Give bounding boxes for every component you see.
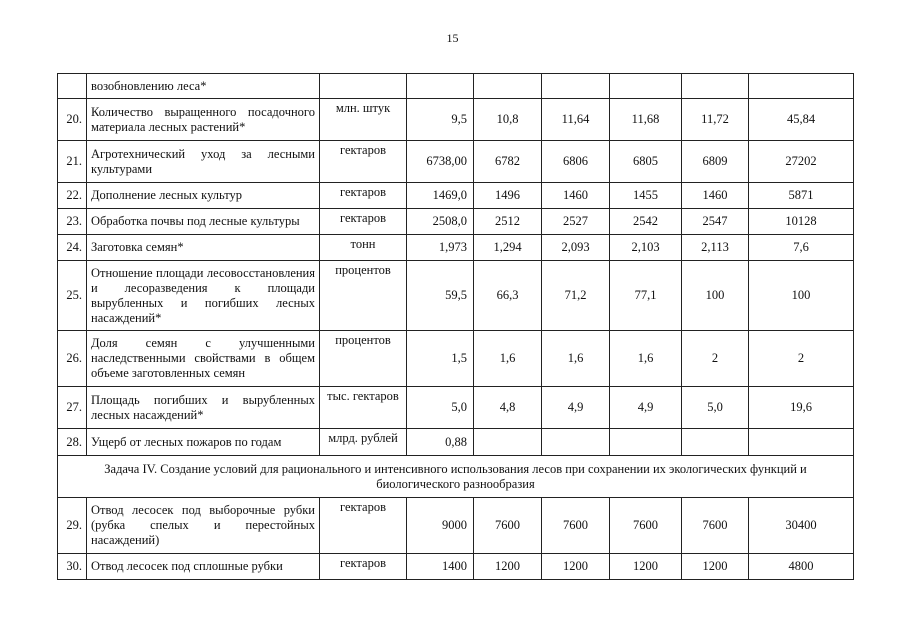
value-cell: 1,6 bbox=[542, 331, 610, 387]
table-row bbox=[58, 235, 854, 261]
value-cell: 11,72 bbox=[682, 99, 749, 141]
value-cell: 1460 bbox=[682, 183, 749, 209]
value-cell: 2547 bbox=[682, 209, 749, 235]
value-cell: 0,88 bbox=[407, 429, 474, 456]
value-cell: 2 bbox=[682, 331, 749, 387]
value-cell: 1,294 bbox=[474, 235, 542, 261]
indicator-name: Дополнение лесных культур bbox=[87, 183, 320, 209]
value-cell: 11,64 bbox=[542, 99, 610, 141]
table-row bbox=[58, 141, 854, 183]
value-cell: 6809 bbox=[682, 141, 749, 183]
value-cell: 2,113 bbox=[682, 235, 749, 261]
indicator-name: Обработка почвы под лесные культуры bbox=[87, 209, 320, 235]
indicator-name: Отвод лесосек под сплошные рубки bbox=[87, 554, 320, 580]
value-cell bbox=[749, 429, 854, 456]
value-cell: 2508,0 bbox=[407, 209, 474, 235]
value-cell: 2527 bbox=[542, 209, 610, 235]
value-cell: 6738,00 bbox=[407, 141, 474, 183]
value-cell: 10,8 bbox=[474, 99, 542, 141]
unit-cell: процентов bbox=[320, 331, 407, 387]
unit-cell: тыс. гектаров bbox=[320, 387, 407, 429]
value-cell: 4,8 bbox=[474, 387, 542, 429]
value-cell: 7600 bbox=[542, 498, 610, 554]
row-number: 23. bbox=[58, 209, 87, 235]
value-cell bbox=[610, 429, 682, 456]
table-row bbox=[58, 99, 854, 141]
value-cell: 1,5 bbox=[407, 331, 474, 387]
value-cell bbox=[407, 74, 474, 99]
row-number: 22. bbox=[58, 183, 87, 209]
value-cell bbox=[682, 74, 749, 99]
value-cell: 19,6 bbox=[749, 387, 854, 429]
table-row bbox=[58, 209, 854, 235]
value-cell: 7600 bbox=[610, 498, 682, 554]
value-cell: 2512 bbox=[474, 209, 542, 235]
unit-cell: гектаров bbox=[320, 141, 407, 183]
row-number: 21. bbox=[58, 141, 87, 183]
value-cell: 59,5 bbox=[407, 261, 474, 331]
indicator-name: Доля семян с улучшенными наследственными свойствами в общем объеме заготовленных семян bbox=[87, 331, 320, 387]
value-cell: 4800 bbox=[749, 554, 854, 580]
value-cell bbox=[474, 429, 542, 456]
task-row bbox=[58, 456, 854, 498]
value-cell: 7600 bbox=[682, 498, 749, 554]
value-cell: 4,9 bbox=[610, 387, 682, 429]
row-number: 24. bbox=[58, 235, 87, 261]
value-cell bbox=[542, 74, 610, 99]
indicator-name: Отношение площади лесовосстановления и лесоразведения к площади вырубленных и погибших лесных насаждений* bbox=[87, 261, 320, 331]
value-cell: 1469,0 bbox=[407, 183, 474, 209]
value-cell: 1,6 bbox=[610, 331, 682, 387]
table-row bbox=[58, 387, 854, 429]
unit-cell: гектаров bbox=[320, 209, 407, 235]
indicator-name: Площадь погибших и вырубленных лесных насаждений* bbox=[87, 387, 320, 429]
table-row bbox=[58, 554, 854, 580]
value-cell: 1200 bbox=[610, 554, 682, 580]
unit-cell: гектаров bbox=[320, 554, 407, 580]
value-cell: 2,093 bbox=[542, 235, 610, 261]
value-cell: 1455 bbox=[610, 183, 682, 209]
value-cell bbox=[542, 429, 610, 456]
indicator-name: Отвод лесосек под выборочные рубки (рубка спелых и перестойных насаждений) bbox=[87, 498, 320, 554]
indicator-name: Количество выращенного посадочного материала лесных растений* bbox=[87, 99, 320, 141]
value-cell: 5871 bbox=[749, 183, 854, 209]
value-cell: 1400 bbox=[407, 554, 474, 580]
row-number bbox=[58, 74, 87, 99]
value-cell: 4,9 bbox=[542, 387, 610, 429]
unit-cell: гектаров bbox=[320, 498, 407, 554]
value-cell: 6782 bbox=[474, 141, 542, 183]
unit-cell: млрд. рублей bbox=[320, 429, 407, 456]
value-cell: 9,5 bbox=[407, 99, 474, 141]
value-cell: 45,84 bbox=[749, 99, 854, 141]
table-row bbox=[58, 74, 854, 99]
unit-cell: млн. штук bbox=[320, 99, 407, 141]
table-row bbox=[58, 183, 854, 209]
row-number: 20. bbox=[58, 99, 87, 141]
value-cell: 2542 bbox=[610, 209, 682, 235]
value-cell bbox=[474, 74, 542, 99]
row-number: 25. bbox=[58, 261, 87, 331]
unit-cell bbox=[320, 74, 407, 99]
unit-cell: тонн bbox=[320, 235, 407, 261]
value-cell: 6805 bbox=[610, 141, 682, 183]
value-cell: 11,68 bbox=[610, 99, 682, 141]
row-number: 28. bbox=[58, 429, 87, 456]
value-cell: 100 bbox=[682, 261, 749, 331]
page-number: 15 bbox=[446, 31, 459, 45]
value-cell: 10128 bbox=[749, 209, 854, 235]
indicator-name: Заготовка семян* bbox=[87, 235, 320, 261]
task-heading: Задача IV. Создание условий для рационального и интенсивного использования лесов при сохранении их экологических функций и биологического разнообразия bbox=[58, 456, 854, 498]
indicator-name: Агротехнический уход за лесными культурами bbox=[87, 141, 320, 183]
table-body bbox=[58, 74, 854, 580]
value-cell: 2,103 bbox=[610, 235, 682, 261]
value-cell: 1,973 bbox=[407, 235, 474, 261]
value-cell: 5,0 bbox=[682, 387, 749, 429]
row-number: 29. bbox=[58, 498, 87, 554]
table-row bbox=[58, 331, 854, 387]
value-cell: 1200 bbox=[682, 554, 749, 580]
indicators-table bbox=[57, 73, 854, 580]
value-cell: 2 bbox=[749, 331, 854, 387]
table-row bbox=[58, 429, 854, 456]
row-number: 26. bbox=[58, 331, 87, 387]
value-cell: 9000 bbox=[407, 498, 474, 554]
value-cell: 30400 bbox=[749, 498, 854, 554]
indicator-name: возобновлению леса* bbox=[87, 74, 320, 99]
value-cell: 1,6 bbox=[474, 331, 542, 387]
value-cell: 6806 bbox=[542, 141, 610, 183]
row-number: 30. bbox=[58, 554, 87, 580]
value-cell: 1200 bbox=[542, 554, 610, 580]
value-cell: 1200 bbox=[474, 554, 542, 580]
unit-cell: процентов bbox=[320, 261, 407, 331]
value-cell: 7600 bbox=[474, 498, 542, 554]
value-cell: 1496 bbox=[474, 183, 542, 209]
value-cell: 71,2 bbox=[542, 261, 610, 331]
value-cell bbox=[749, 74, 854, 99]
value-cell: 27202 bbox=[749, 141, 854, 183]
table-row bbox=[58, 261, 854, 331]
indicator-name: Ущерб от лесных пожаров по годам bbox=[87, 429, 320, 456]
value-cell: 5,0 bbox=[407, 387, 474, 429]
table-row bbox=[58, 498, 854, 554]
value-cell bbox=[682, 429, 749, 456]
value-cell: 77,1 bbox=[610, 261, 682, 331]
row-number: 27. bbox=[58, 387, 87, 429]
value-cell: 7,6 bbox=[749, 235, 854, 261]
value-cell: 66,3 bbox=[474, 261, 542, 331]
value-cell bbox=[610, 74, 682, 99]
unit-cell: гектаров bbox=[320, 183, 407, 209]
value-cell: 100 bbox=[749, 261, 854, 331]
value-cell: 1460 bbox=[542, 183, 610, 209]
